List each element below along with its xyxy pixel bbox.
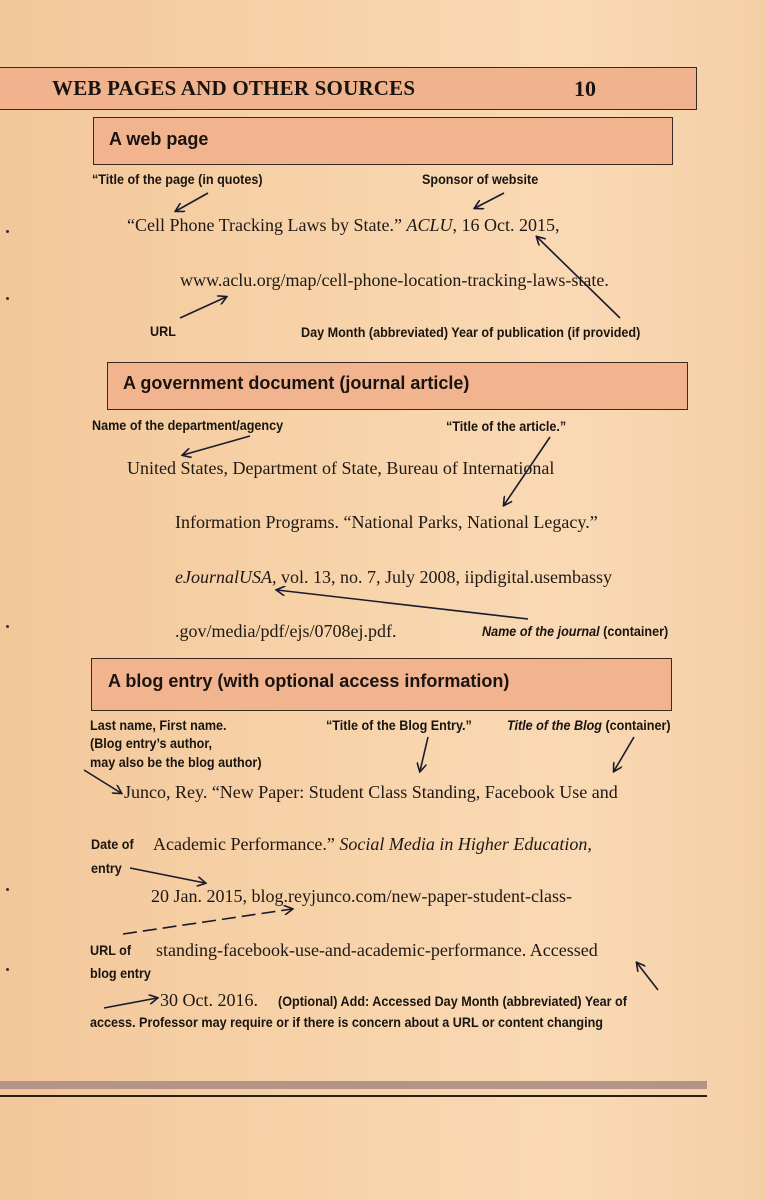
ann-journal-name-italic: Name of the journal [482, 623, 600, 639]
blog-cite-line-5: 30 Oct. 2016. [160, 990, 258, 1010]
blog-heading: A blog entry (with optional access information) [108, 671, 510, 691]
ann-blog-entry: blog entry [90, 965, 151, 981]
margin-speck [6, 888, 9, 891]
arrow-department [183, 436, 250, 455]
blog-cite-line-3: 20 Jan. 2015, blog.reyjunco.com/new-paper-student-class- [151, 886, 573, 906]
ann-entry: entry [91, 860, 122, 876]
arrow-sponsor [475, 193, 504, 208]
margin-speck [6, 230, 9, 233]
gov-doc-heading: A government document (journal article) [123, 373, 470, 393]
blog-cite-title-end: Academic Performance.” [153, 834, 340, 854]
ann-department: Name of the department/agency [92, 417, 284, 433]
ann-article-title: “Title of the article.” [446, 418, 567, 434]
ann-blog-container: (container) [601, 717, 671, 733]
web-cite-line-1 [127, 215, 559, 236]
ann-journal-container: (container) [599, 623, 669, 639]
blog-cite-blog-name: Social Media in Higher Education, [339, 834, 592, 854]
arrow-access-date [104, 998, 157, 1008]
gov-cite-line-3 [175, 567, 612, 588]
margin-speck [6, 297, 9, 300]
margin-speck [6, 625, 9, 628]
blog-cite-line-1: Junco, Rey. “New Paper: Student Class Standing, Facebook Use and [124, 782, 618, 802]
arrow-author [84, 770, 121, 793]
blog-cite-line-4: standing-facebook-use-and-academic-performance. Accessed [156, 940, 598, 960]
ann-sponsor: Sponsor of website [422, 171, 539, 187]
ann-author-1: Last name, First name. [90, 717, 227, 733]
ann-pub-date: Day Month (abbreviated) Year of publication (if provided) [301, 324, 641, 340]
ann-entry-title: “Title of the Blog Entry.” [326, 717, 472, 733]
web-cite-sponsor: ACLU [406, 215, 453, 235]
arrow-page-title [176, 193, 208, 211]
arrow-date-entry [130, 868, 205, 883]
ann-author-2: (Blog entry’s author, [90, 735, 213, 751]
web-cite-date: , 16 Oct. 2015, [452, 215, 560, 235]
footer-rule-thick [0, 1081, 707, 1089]
arrow-url-entry [123, 909, 292, 934]
arrow-accessed [637, 963, 658, 990]
gov-cite-journal: eJournalUSA [175, 567, 272, 587]
ann-date-of: Date of [91, 836, 134, 852]
arrow-journal [277, 590, 528, 619]
footer-rule-thin [0, 1095, 707, 1097]
ann-journal-name [482, 623, 668, 639]
ann-optional-1: (Optional) Add: Accessed Day Month (abbreviated) Year of [278, 993, 627, 1009]
web-cite-line-2: www.aclu.org/map/cell-phone-location-tracking-laws-state. [180, 270, 609, 290]
arrow-url [180, 297, 226, 318]
arrow-blog-title [614, 737, 634, 771]
page-number: 10 [574, 76, 596, 101]
ann-page-title: “Title of the page (in quotes) [92, 171, 263, 187]
gov-cite-volume: , vol. 13, no. 7, July 2008, iipdigital.usembassy [271, 567, 612, 587]
gov-cite-line-2: Information Programs. “National Parks, National Legacy.” [175, 512, 598, 532]
ann-blog-title-italic: Title of the Blog [507, 717, 602, 733]
ann-author-3: may also be the blog author) [90, 754, 262, 770]
arrow-entry-title [420, 737, 428, 771]
ann-url: URL [150, 323, 176, 339]
margin-speck [6, 968, 9, 971]
blog-cite-line-2 [153, 834, 592, 855]
web-page-heading: A web page [109, 129, 209, 149]
gov-cite-line-1: United States, Department of State, Bureau of International [127, 458, 555, 478]
ann-blog-title [507, 717, 671, 733]
page-title: WEB PAGES AND OTHER SOURCES [52, 76, 416, 100]
web-cite-title: “Cell Phone Tracking Laws by State.” [127, 215, 407, 235]
gov-cite-line-4: .gov/media/pdf/ejs/0708ej.pdf. [175, 621, 397, 641]
ann-optional-2: access. Professor may require or if there is concern about a URL or content changing [90, 1014, 604, 1030]
ann-url-of: URL of [90, 942, 132, 958]
